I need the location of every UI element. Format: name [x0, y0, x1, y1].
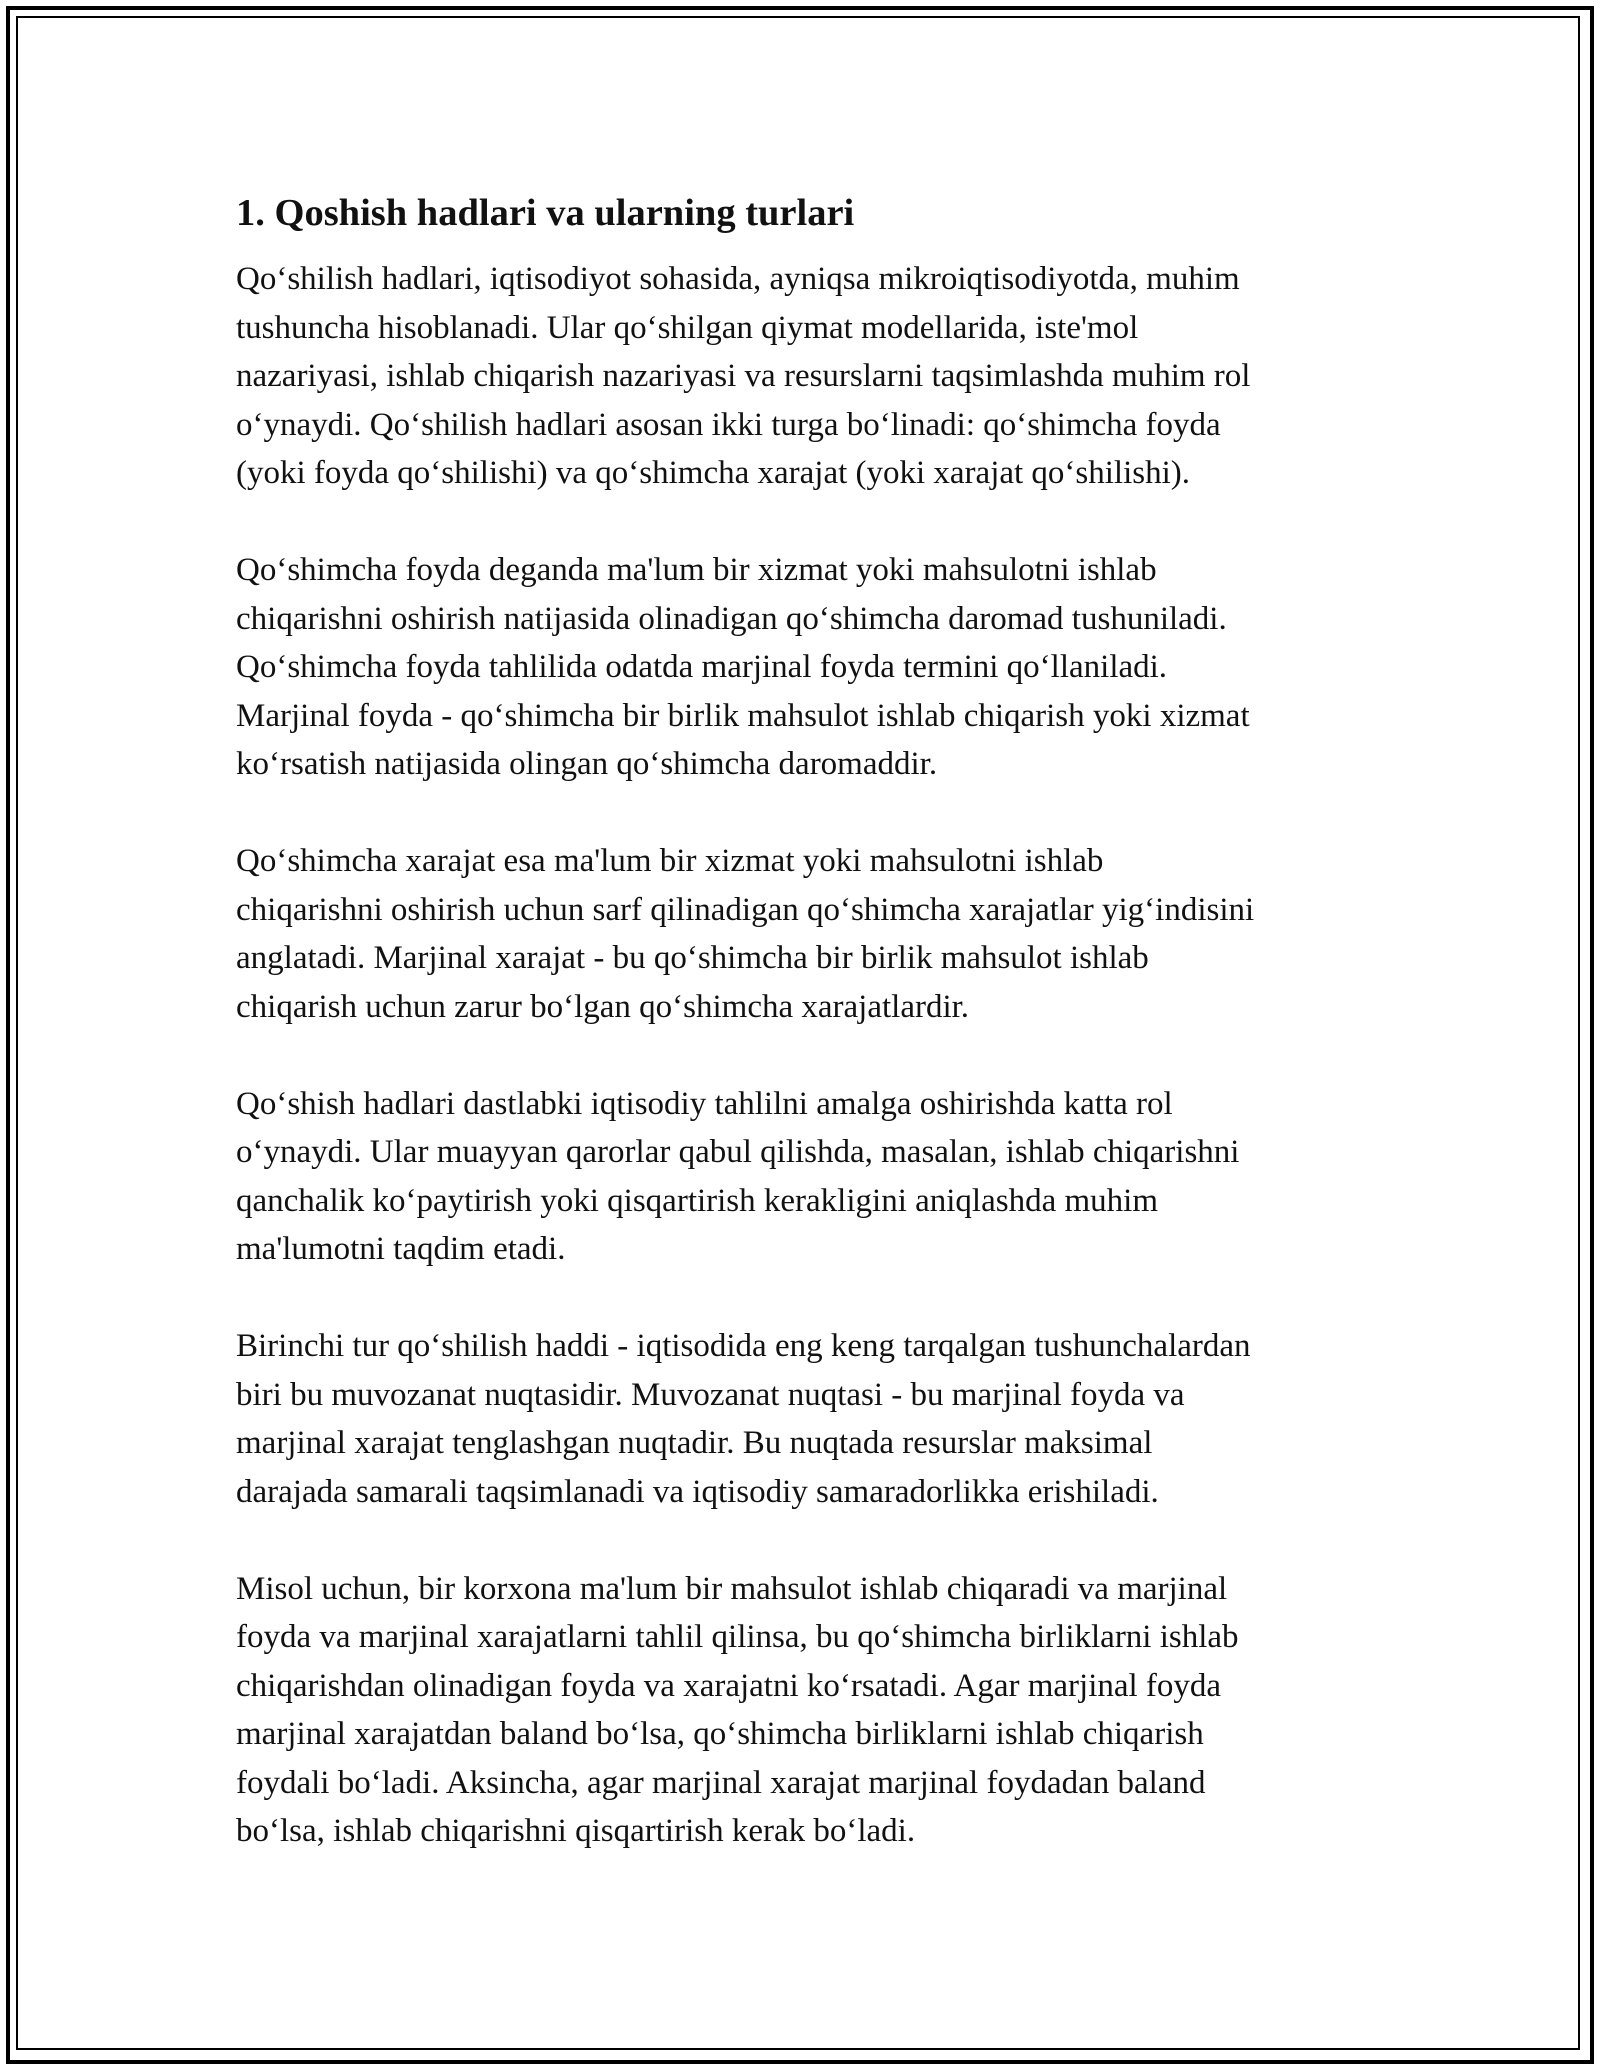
text-line: o‘ynaydi. Qo‘shilish hadlari asosan ikki turga bo‘linadi: qo‘shimcha foyda	[236, 406, 1221, 443]
text-line: Marjinal foyda - qo‘shimcha bir birlik mahsulot ishlab chiqarish yoki xizmat	[236, 697, 1250, 734]
paragraph-analysis-role	[236, 1080, 1376, 1274]
text-line: darajada samarali taqsimlanadi va iqtisodiy samaradorlikka erishiladi.	[236, 1473, 1159, 1510]
text-line: foydali bo‘ladi. Aksincha, agar marjinal xarajat marjinal foydadan baland	[236, 1764, 1206, 1801]
text-line: Qo‘shimcha foyda deganda ma'lum bir xizmat yoki mahsulotni ishlab	[236, 552, 1157, 588]
text-line: tushuncha hisoblanadi. Ular qo‘shilgan qiymat modellarida, iste'mol	[236, 309, 1139, 346]
text-line: Birinchi tur qo‘shilish haddi - iqtisodida eng keng tarqalgan tushunchalardan	[236, 1328, 1251, 1364]
document-body	[236, 185, 1376, 1856]
text-line: marjinal xarajat tenglashgan nuqtadir. Bu nuqtada resurslar maksimal	[236, 1425, 1153, 1461]
text-line: marjinal xarajatdan baland bo‘lsa, qo‘shimcha birliklarni ishlab chiqarish	[236, 1716, 1204, 1752]
paragraph-marginal-cost	[236, 837, 1376, 1031]
text-line: ma'lumotni taqdim etadi.	[236, 1231, 566, 1267]
text-line: foyda va marjinal xarajatlarni tahlil qilinsa, bu qo‘shimcha birliklarni ishlab	[236, 1619, 1239, 1655]
text-line: ko‘rsatish natijasida olingan qo‘shimcha daromaddir.	[236, 746, 938, 782]
text-line: anglatadi. Marjinal xarajat - bu qo‘shimcha bir birlik mahsulot ishlab	[236, 940, 1149, 976]
text-line: (yoki foyda qo‘shilishi) va qo‘shimcha xarajat (yoki xarajat qo‘shilishi).	[236, 455, 1191, 491]
paragraph-example	[236, 1565, 1376, 1856]
text-line: chiqarish uchun zarur bo‘lgan qo‘shimcha xarajatlardir.	[236, 988, 970, 1025]
text-line: Qo‘shimcha xarajat esa ma'lum bir xizmat yoki mahsulotni ishlab	[236, 843, 1104, 879]
text-line: chiqarishni oshirish uchun sarf qilinadigan qo‘shimcha xarajatlar yig‘indisini	[236, 891, 1255, 928]
text-line: qanchalik ko‘paytirish yoki qisqartirish kerakligini aniqlashda muhim	[236, 1182, 1158, 1219]
paragraph-equilibrium	[236, 1322, 1376, 1516]
text-line: Misol uchun, bir korxona ma'lum bir mahsulot ishlab chiqaradi va marjinal	[236, 1570, 1228, 1607]
text-line: bo‘lsa, ishlab chiqarishni qisqartirish kerak bo‘ladi.	[236, 1813, 916, 1849]
text-line: Qo‘shimcha foyda tahlilida odatda marjinal foyda termini qo‘llaniladi.	[236, 649, 1168, 685]
text-line: o‘ynaydi. Ular muayyan qarorlar qabul qilishda, masalan, ishlab chiqarishni	[236, 1134, 1240, 1170]
paragraph-intro	[236, 255, 1376, 498]
text-line: biri bu muvozanat nuqtasidir. Muvozanat nuqtasi - bu marjinal foyda va	[236, 1376, 1185, 1413]
text-line: Qo‘shish hadlari dastlabki iqtisodiy tahlilni amalga oshirishda katta rol	[236, 1085, 1173, 1122]
text-line: nazariyasi, ishlab chiqarish nazariyasi va resurslarni taqsimlashda muhim rol	[236, 358, 1251, 394]
text-line: Qo‘shilish hadlari, iqtisodiyot sohasida, ayniqsa mikroiqtisodiyotda, muhim	[236, 261, 1240, 297]
section-heading: 1. Qoshish hadlari va ularning turlari	[236, 192, 855, 234]
paragraph-marginal-profit	[236, 546, 1376, 789]
text-line: chiqarishdan olinadigan foyda va xarajatni ko‘rsatadi. Agar marjinal foyda	[236, 1667, 1222, 1704]
text-line: chiqarishni oshirish natijasida olinadigan qo‘shimcha daromad tushuniladi.	[236, 600, 1227, 637]
